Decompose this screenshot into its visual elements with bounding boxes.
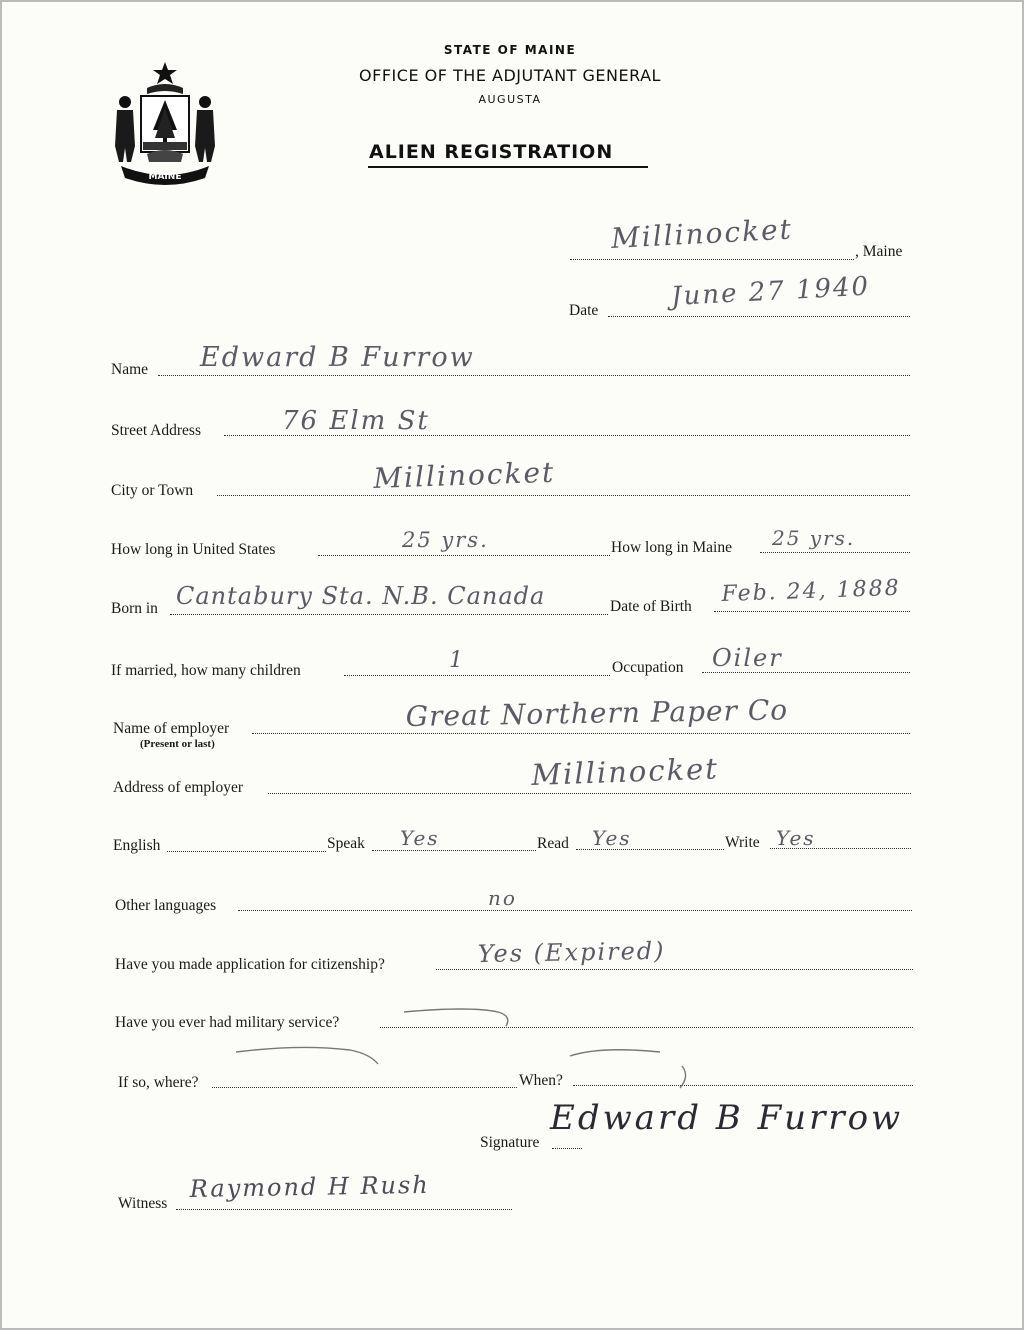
- read-label: Read: [537, 835, 569, 852]
- signature-line: [552, 1148, 582, 1149]
- place-line: [570, 259, 854, 260]
- form-title: ALIEN REGISTRATION: [369, 141, 614, 163]
- employer-address-label: Address of employer: [113, 779, 243, 796]
- signature-value[interactable]: Edward B Furrow: [550, 1098, 904, 1138]
- born-in-value[interactable]: Cantabury Sta. N.B. Canada: [176, 582, 546, 610]
- other-languages-value[interactable]: no: [488, 886, 517, 910]
- employer-address-line: [268, 793, 911, 794]
- write-label: Write: [725, 834, 760, 851]
- header-state: STATE OF MAINE: [443, 43, 577, 57]
- seal-text: MAINE: [148, 172, 182, 182]
- employer-value[interactable]: Great Northern Paper Co: [405, 693, 789, 733]
- dob-label: Date of Birth: [610, 598, 692, 615]
- when-pen-stroke: [670, 1062, 700, 1092]
- header-city: AUGUSTA: [478, 93, 542, 106]
- read-value[interactable]: Yes: [592, 826, 632, 850]
- how-long-us-line: [318, 555, 610, 556]
- witness-label: Witness: [118, 1195, 168, 1212]
- how-long-maine-line: [760, 552, 910, 553]
- employer-line: [252, 733, 910, 734]
- children-line: [344, 675, 610, 676]
- where-line: [212, 1087, 517, 1088]
- english-label: English: [113, 837, 161, 854]
- city-label: City or Town: [111, 482, 194, 499]
- citizenship-line: [436, 969, 913, 970]
- employer-address-value[interactable]: Millinocket: [530, 751, 720, 792]
- how-long-maine-value[interactable]: 25 yrs.: [772, 526, 856, 550]
- stray-pen-stroke-left: [230, 1040, 410, 1070]
- other-languages-line: [238, 910, 912, 911]
- header-office: OFFICE OF THE ADJUTANT GENERAL: [359, 66, 661, 85]
- stray-pen-stroke-right: [560, 1040, 680, 1070]
- citizenship-value[interactable]: Yes (Expired): [477, 936, 666, 968]
- title-underline: [368, 166, 648, 168]
- date-line: [608, 316, 910, 317]
- military-pen-stroke: [380, 1000, 530, 1030]
- english-line: [167, 851, 326, 852]
- speak-label: Speak: [327, 835, 365, 852]
- children-label: If married, how many children: [111, 662, 301, 679]
- employer-sublabel: (Present or last): [140, 738, 215, 750]
- when-label: When?: [519, 1072, 563, 1089]
- employer-label: Name of employer: [113, 720, 230, 737]
- witness-value[interactable]: Raymond H Rush: [189, 1170, 430, 1203]
- date-label: Date: [569, 302, 599, 319]
- when-line: [573, 1085, 913, 1086]
- born-in-label: Born in: [111, 600, 158, 617]
- write-value[interactable]: Yes: [776, 826, 816, 850]
- born-in-line: [170, 614, 608, 615]
- place-suffix: , Maine: [855, 243, 903, 260]
- name-value[interactable]: Edward B Furrow: [200, 342, 475, 373]
- where-label: If so, where?: [118, 1074, 199, 1091]
- street-label: Street Address: [111, 422, 201, 439]
- signature-label: Signature: [480, 1134, 540, 1151]
- city-line: [217, 495, 910, 496]
- how-long-us-label: How long in United States: [111, 541, 276, 558]
- name-label: Name: [111, 361, 149, 378]
- other-languages-label: Other languages: [115, 897, 217, 914]
- children-value[interactable]: 1: [449, 648, 465, 673]
- military-label: Have you ever had military service?: [115, 1014, 340, 1031]
- citizenship-label: Have you made application for citizenship?: [115, 956, 385, 973]
- witness-line: [176, 1209, 512, 1210]
- occupation-value[interactable]: Oiler: [712, 644, 783, 672]
- occupation-line: [702, 672, 910, 673]
- dob-value[interactable]: Feb. 24, 1888: [721, 575, 902, 607]
- how-long-us-value[interactable]: 25 yrs.: [402, 528, 489, 552]
- dob-line: [714, 611, 910, 612]
- street-value[interactable]: 76 Elm St: [282, 406, 430, 436]
- city-value[interactable]: Millinocket: [372, 455, 556, 495]
- occupation-label: Occupation: [612, 659, 684, 676]
- date-value[interactable]: June 27 1940: [670, 271, 871, 312]
- place-value[interactable]: Millinocket: [610, 212, 794, 255]
- speak-line: [372, 850, 536, 851]
- name-line: [158, 375, 910, 376]
- speak-value[interactable]: Yes: [400, 826, 440, 850]
- how-long-maine-label: How long in Maine: [611, 539, 732, 556]
